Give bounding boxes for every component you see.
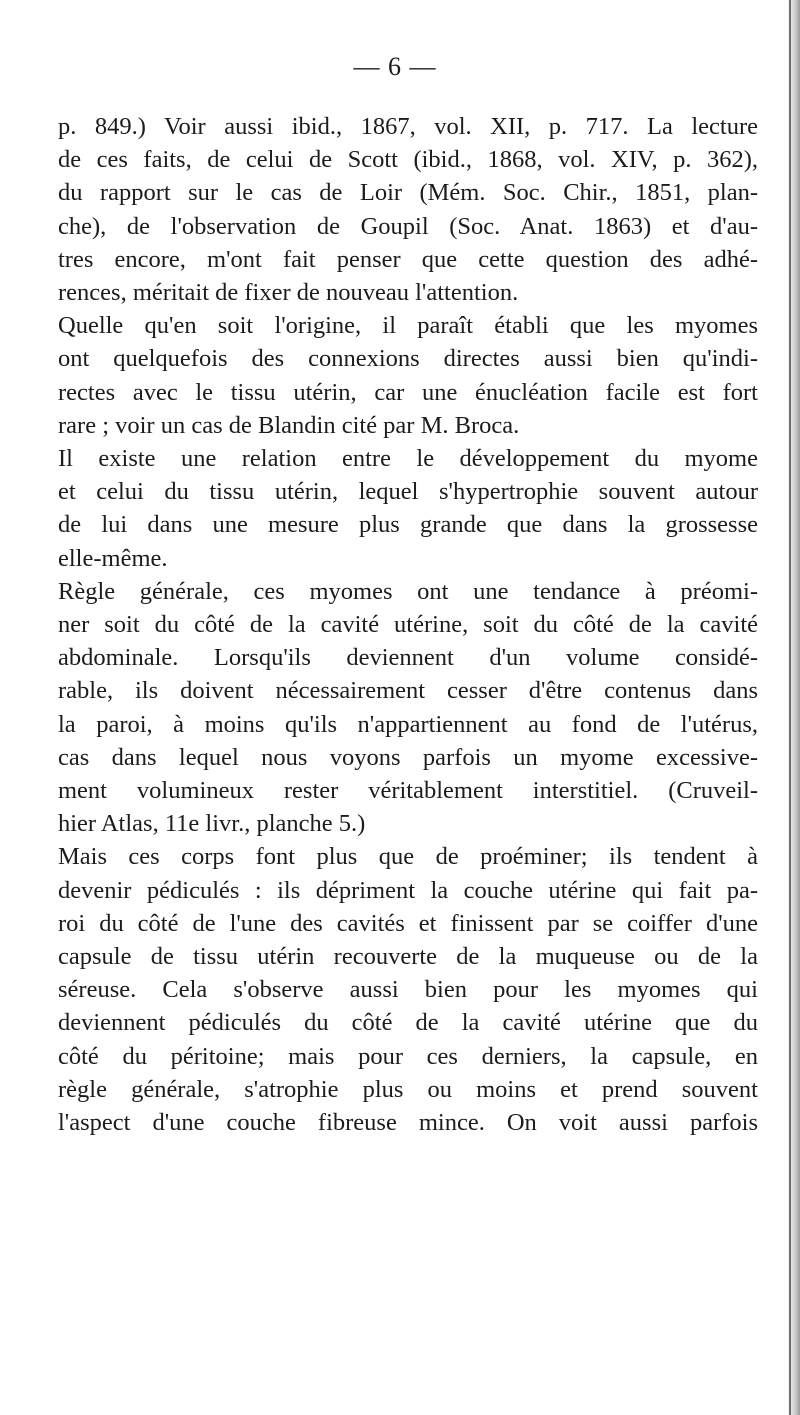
paragraph-2 (58, 309, 758, 442)
text-line: et celui du tissu utérin, lequel s'hypertrophie souvent autour (58, 478, 758, 506)
text-line: ment volumineux rester véritablement interstitiel. (Cruveil- (58, 777, 758, 805)
paragraph-4 (58, 575, 758, 841)
text-line: Mais ces corps font plus que de proéminer; ils tendent à (58, 843, 758, 871)
paragraph-5 (58, 840, 758, 1139)
text-line: la paroi, à moins qu'ils n'appartiennent au fond de l'utérus, (58, 710, 758, 738)
text-line: roi du côté de l'une des cavités et finissent par se coiffer d'une (58, 909, 758, 937)
text-line: l'aspect d'une couche fibreuse mince. On voit aussi parfois (58, 1109, 758, 1137)
paragraph-3 (58, 442, 758, 575)
text-line: ont quelquefois des connexions directes aussi bien qu'indi- (58, 345, 758, 373)
paragraph-1 (58, 110, 758, 309)
text-line: deviennent pédiculés du côté de la cavité utérine que du (58, 1009, 758, 1037)
text-line: hier Atlas, 11e livr., planche 5.) (58, 810, 366, 838)
text-line: côté du péritoine; mais pour ces derniers, la capsule, en (58, 1042, 758, 1070)
page-number: — 6 — (353, 52, 437, 81)
text-line: de ces faits, de celui de Scott (ibid., 1868, vol. XIV, p. 362), (58, 146, 758, 174)
text-line: devenir pédiculés : ils dépriment la couche utérine qui fait pa- (58, 876, 758, 904)
text-line: séreuse. Cela s'observe aussi bien pour les myomes qui (58, 976, 758, 1004)
text-line: du rapport sur le cas de Loir (Mém. Soc. Chir., 1851, plan- (58, 179, 758, 207)
text-line: règle générale, s'atrophie plus ou moins et prend souvent (58, 1075, 758, 1103)
text-line: rences, méritait de fixer de nouveau l'attention. (58, 279, 519, 307)
text-line: cas dans lequel nous voyons parfois un myome excessive- (58, 743, 758, 771)
text-line: Quelle qu'en soit l'origine, il paraît établi que les myomes (58, 312, 758, 340)
text-line: tres encore, m'ont fait penser que cette question des adhé- (58, 245, 758, 273)
text-line: Règle générale, ces myomes ont une tendance à préomi- (58, 577, 758, 605)
text-line: abdominale. Lorsqu'ils deviennent d'un volume considé- (58, 644, 758, 672)
text-line: ner soit du côté de la cavité utérine, soit du côté de la cavité (58, 611, 758, 639)
page-edge-line (789, 0, 791, 1415)
text-line: elle-même. (58, 544, 168, 572)
text-line: Il existe une relation entre le développement du myome (58, 445, 758, 473)
text-line: rare ; voir un cas de Blandin cité par M. Broca. (58, 411, 520, 439)
text-line: p. 849.) Voir aussi ibid., 1867, vol. XII, p. 717. La lecture (58, 113, 758, 140)
text-line: rectes avec le tissu utérin, car une énucléation facile est fort (58, 378, 758, 406)
text-line: che), de l'observation de Goupil (Soc. Anat. 1863) et d'au- (58, 212, 758, 240)
text-line: capsule de tissu utérin recouverte de la muqueuse ou de la (58, 943, 758, 971)
body-text (58, 110, 758, 1139)
text-line: de lui dans une mesure plus grande que dans la grossesse (58, 511, 758, 539)
text-line: rable, ils doivent nécessairement cesser d'être contenus dans (58, 677, 758, 705)
